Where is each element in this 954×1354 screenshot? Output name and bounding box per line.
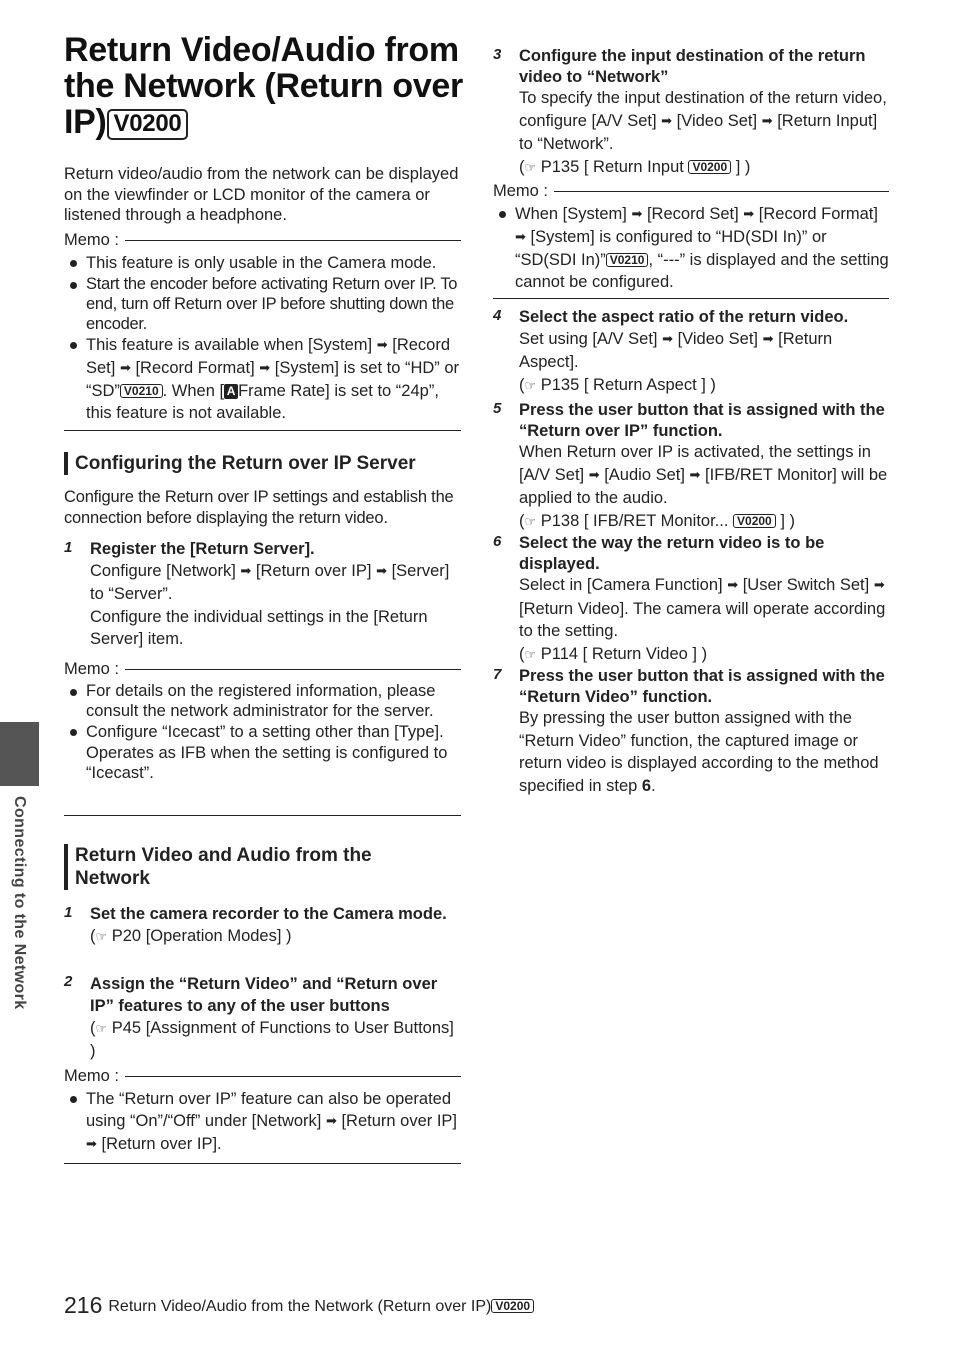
memo-rule [125,1076,461,1077]
version-badge: V0210 [606,253,649,267]
reference-text: P135 [ Return Aspect ] ) [540,375,716,394]
step-title: Configure the input destination of the return video to “Network” [519,47,866,86]
right-arrow-icon: ➡ [727,577,739,592]
memo-header [64,1066,461,1086]
memo-item [64,681,461,721]
footer-text: Return Video/Audio from the Network (Return over IP) [108,1298,492,1315]
divider [64,815,461,816]
section-heading: Return Video and Audio from the Network [64,844,415,890]
step-text: [Return Video]. The camera will operate according to the setting. [519,599,886,640]
step-body [519,574,889,643]
memo-item [64,721,461,743]
step-reference: (☞ P135 [ Return Input V0200 ] ) [519,157,751,176]
step-reference: (☞ P135 [ Return Aspect ] ) [519,375,716,394]
step-text: [Return Aspect]. [519,329,833,371]
reference-hand-icon: ☞ [524,513,537,529]
memo-list [64,1088,461,1156]
memo-rule [554,191,889,192]
page-footer [64,1292,534,1319]
step-text: [Return Input] to “Network”. [519,111,878,153]
step-body: Configure the individual settings in the [Return Server] item. [90,607,428,648]
step-text: To specify the input destination of the return video, configure [A/V Set] [519,89,887,130]
memo-item [64,274,461,334]
divider [64,1163,461,1164]
step-text: Configure [Network] [90,561,236,580]
step-text: Select in [Camera Function] [519,576,723,594]
memo-text: [Record Format] [135,359,255,377]
memo-label: Memo : [64,1067,120,1085]
reference-text: ] ) [780,511,795,530]
section-intro [64,487,461,528]
memo-header [493,181,889,201]
memo-text: [Return over IP]. [101,1135,222,1153]
version-badge: V0200 [733,514,776,528]
right-arrow-icon: ➡ [873,577,885,592]
step-number: 7 [493,666,502,683]
bullet-icon [70,689,77,696]
right-arrow-icon: ➡ [376,337,388,352]
step [64,973,461,1062]
right-arrow-icon: ➡ [661,112,673,128]
title-line: IP) [64,103,107,141]
step-title: Select the way the return video is to be displayed. [519,534,825,573]
step [493,46,889,179]
reference-text: P20 [Operation Modes] ) [111,926,292,945]
reference-text: P114 [ Return Video ] ) [540,644,708,663]
step-text: . [651,776,656,795]
memo-header [64,230,461,250]
reference-hand-icon: ☞ [95,1021,108,1036]
step-title: Register the [Return Server]. [90,540,315,558]
right-arrow-icon: ➡ [588,466,600,482]
memo-rule [125,240,461,241]
right-arrow-icon: ➡ [515,229,526,244]
step [64,539,461,651]
bullet-icon [499,211,506,218]
title-line: Return Video/Audio from [64,31,459,69]
right-arrow-icon: ➡ [86,1136,97,1151]
step-title: Assign the “Return Video” and “Return over IP” features to any of the user buttons [90,975,438,1015]
memo-text: For details on the registered information, please consult the network administrator for the server. [86,682,436,720]
memo-box [493,181,889,293]
a-mark-icon: A [224,384,238,399]
step-reference: (☞ P114 [ Return Video ] ) [519,644,708,663]
right-arrow-icon: ➡ [240,562,252,578]
step [493,307,889,397]
memo-box [64,1066,461,1156]
memo-label: Memo : [493,182,549,200]
step-text: [Return over IP] [255,561,372,580]
memo-text: , “---” is displayed and the setting cannot be configured. [515,251,889,291]
step-title: Press the user button that is assigned with the “Return over IP” function. [519,401,885,440]
reference-hand-icon: ☞ [524,159,537,175]
version-badge: V0200 [491,1299,534,1313]
version-badge: V0210 [120,384,163,398]
step-number: 1 [64,539,73,556]
right-arrow-icon: ➡ [761,112,773,128]
step-text: [Video Set] [677,329,759,348]
step-title: Press the user button that is assigned with the “Return Video” function. [519,667,885,706]
memo-item [64,252,461,274]
right-arrow-icon: ➡ [119,360,131,375]
bullet-icon [70,1096,77,1103]
step-text: Set using [A/V Set] [519,329,658,348]
memo-text: [Return over IP] [341,1112,458,1130]
intro-paragraph [64,164,461,226]
reference-text: ] ) [735,157,751,176]
step-reference: (☞ P20 [Operation Modes] ) [90,926,292,945]
right-arrow-icon: ➡ [762,330,774,346]
memo-header [64,659,461,679]
step-text: [IFB/RET Monitor] will be applied to the audio. [519,465,888,507]
memo-item [64,334,461,424]
memo-label: Memo : [64,660,120,678]
reference-hand-icon: ☞ [524,377,537,393]
bullet-icon [70,282,77,289]
reference-text: P138 [ IFB/RET Monitor... [540,511,729,530]
memo-box [64,230,461,424]
step-body [519,707,889,797]
step [493,666,889,797]
memo-item [493,203,889,293]
step-text: [Server] to “Server”. [90,561,450,603]
right-arrow-icon: ➡ [631,206,643,221]
step-number: 6 [493,533,502,550]
memo-box [64,659,461,783]
memo-text: . When [ [162,382,225,400]
step-reference: (☞ P138 [ IFB/RET Monitor... V0200 ] ) [519,511,795,530]
divider [493,298,889,299]
divider [64,430,461,431]
step-number: 1 [64,904,73,921]
memo-item [64,743,461,783]
step-text: [User Switch Set] [742,576,870,594]
memo-list [493,203,889,293]
right-arrow-icon: ➡ [325,1113,337,1128]
memo-text: [System] is configured to “HD(SDI In)” or “SD(SDI In)” [515,228,827,269]
bullet-icon [70,729,77,736]
memo-text: [System] is set to “HD” or “SD” [86,359,460,400]
step-number: 4 [493,307,502,324]
right-arrow-icon: ➡ [743,206,755,221]
step-number: 3 [493,46,502,63]
step [64,904,461,948]
memo-label: Memo : [64,231,120,249]
memo-text: Start the encoder before activating Return over IP. To end, turn off Return over IP before shutting down the encoder. [86,275,458,333]
step-body [519,87,889,156]
title-line: the Network (Return over [64,67,463,105]
step-reference: (☞ P45 [Assignment of Functions to User Buttons] ) [90,1019,454,1060]
step-text: When Return over IP is activated, the settings in [A/V Set] [519,443,871,484]
step-body [519,328,889,374]
page-number: 216 [64,1292,103,1318]
step-text: [Video Set] [676,111,758,130]
step-number: 2 [64,973,73,990]
memo-text: [Record Set] [86,336,451,377]
step [493,400,889,533]
bullet-icon [70,342,77,349]
right-arrow-icon: ➡ [689,466,701,482]
step-text: By pressing the user button assigned with the “Return Video” function, the captured image or return video is displayed according to the method specified in step [519,709,879,795]
intro-text: Return video/audio from the network can be displayed on the viewfinder or LCD monitor of the camera or listened through a headphone. [64,165,459,224]
step-title: Set the camera recorder to the Camera mode. [90,905,447,923]
section-heading: Configuring the Return over IP Server [64,452,461,475]
memo-list [64,252,461,424]
right-arrow-icon: ➡ [259,360,271,375]
step-text: [Audio Set] [604,465,685,484]
version-badge: V0200 [107,109,189,140]
step-title: Select the aspect ratio of the return video. [519,308,849,326]
step-body [519,441,889,510]
reference-hand-icon: ☞ [524,646,537,662]
memo-text: Configure “Icecast” to a setting other than [Type]. [86,723,444,741]
chapter-tab [0,722,39,786]
memo-text: Frame Rate] is set to “24p”, this feature is not available. [86,382,439,422]
memo-text: Operates as IFB when the setting is configured to “Icecast”. [86,744,448,782]
step-ref-number: 6 [641,776,652,795]
memo-list [64,681,461,783]
reference-hand-icon: ☞ [95,928,108,944]
version-badge: V0200 [688,160,731,174]
step-number: 5 [493,400,502,417]
step-body [90,560,461,606]
section-intro-text: Configure the Return over IP settings and establish the connection before displaying the return video. [64,488,454,527]
page-title [64,32,474,140]
right-arrow-icon: ➡ [662,330,673,346]
memo-text: This feature is available when [System] [86,336,373,354]
reference-text: P45 [Assignment of Functions to User Buttons] ) [90,1019,454,1060]
memo-text: The “Return over IP” feature can also be operated using “On”/“Off” under [Network] [86,1090,452,1130]
step [493,533,889,666]
reference-text: P135 [ Return Input [540,157,684,176]
right-arrow-icon: ➡ [376,562,387,578]
memo-rule [125,669,461,670]
memo-text: When [System] [515,205,627,223]
chapter-label: Connecting to the Network [11,796,28,1010]
memo-text: [Record Set] [646,205,739,223]
memo-text: This feature is only usable in the Camera mode. [86,254,437,272]
bullet-icon [70,260,77,267]
memo-item [64,1088,461,1156]
memo-text: [Record Format] [758,205,878,223]
